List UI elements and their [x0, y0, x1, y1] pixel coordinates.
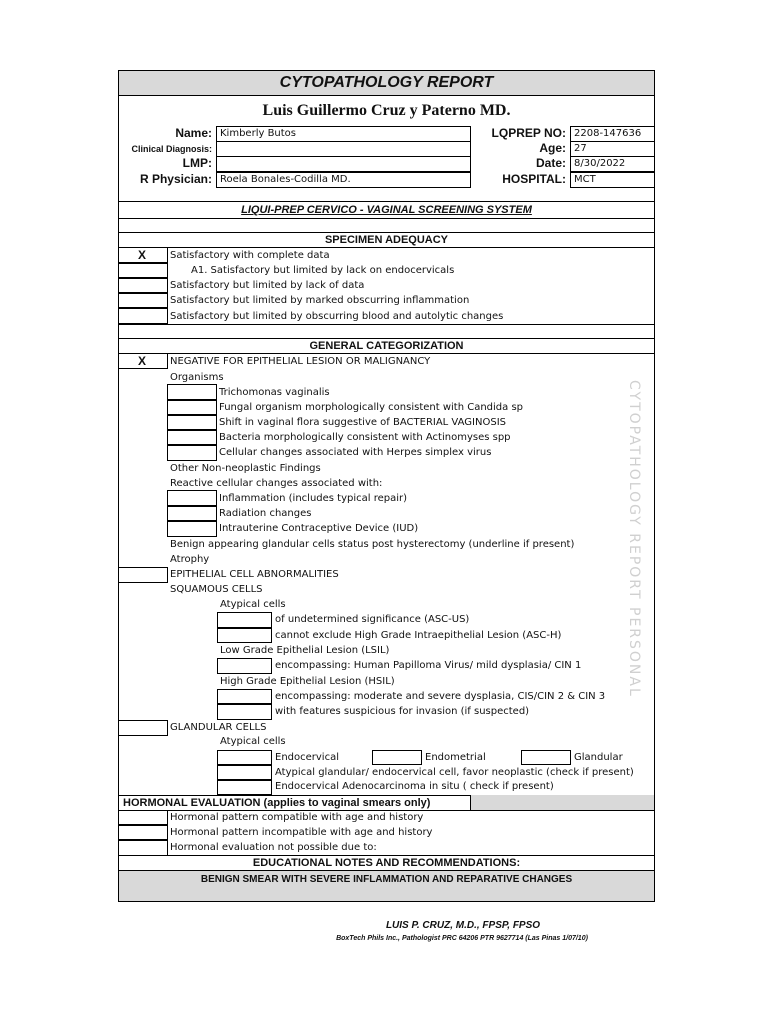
report-title: CYTOPATHOLOGY REPORT	[279, 74, 494, 91]
hsil-checkbox-1[interactable]	[217, 689, 272, 704]
lqprep-label: LQPREP NO:	[491, 126, 566, 140]
hormonal-item-3: Hormonal evaluation not possible due to:	[170, 842, 377, 853]
organism-checkbox-2[interactable]	[167, 400, 217, 415]
hsil-item-1: encompassing: moderate and severe dysplasia, CIS/CIN 2 & CIN 3	[275, 691, 606, 702]
adequacy-mark-1: X	[138, 248, 147, 262]
lsil-checkbox[interactable]	[217, 658, 272, 674]
system-title: LIQUI-PREP CERVICO - VAGINAL SCREENING SYSTEM	[241, 204, 532, 216]
organisms-label: Organisms	[170, 372, 224, 383]
organism-checkbox-5[interactable]	[167, 445, 217, 461]
glandular-checkbox[interactable]	[118, 720, 168, 736]
lsil-label: Low Grade Epithelial Lesion (LSIL)	[220, 645, 390, 656]
atypical-glandular-checkbox[interactable]	[217, 765, 272, 780]
adequacy-item-5: Satisfactory but limited by obscurring blood and autolytic changes	[170, 311, 504, 322]
signature-details: BoxTech Phils Inc., Pathologist PRC 64206 PTR 9627714 (Las Pinas 1/07/10)	[336, 935, 588, 942]
epithelial-label: EPITHELIAL CELL ABNORMALITIES	[170, 569, 339, 580]
organism-checkbox-3[interactable]	[167, 415, 217, 430]
watermark: CYTOPATHOLOGY REPORT PERSONAL	[626, 380, 642, 698]
reactive-item-3: Intrauterine Contraceptive Device (IUD)	[219, 523, 419, 534]
glandular-option: Glandular	[574, 752, 623, 763]
reactive-item-1: Inflammation (includes typical repair)	[219, 493, 408, 504]
clinical-diagnosis-field[interactable]	[216, 141, 471, 157]
lmp-field[interactable]	[216, 156, 471, 172]
epithelial-checkbox[interactable]	[118, 567, 168, 583]
reactive-label: Reactive cellular changes associated with:	[170, 478, 383, 489]
doctor-name: Luis Guillermo Cruz y Paterno MD.	[262, 102, 511, 119]
lqprep-field[interactable]: 2208-147636	[570, 126, 655, 142]
hormonal-checkbox-1[interactable]	[118, 810, 168, 825]
hormonal-checkbox-2[interactable]	[118, 825, 168, 840]
asc-h-item: cannot exclude High Grade Intraepithelial Lesion (ASC-H)	[275, 630, 562, 641]
organism-item-1: Trichomonas vaginalis	[219, 387, 330, 398]
physician-label: R Physician:	[139, 172, 212, 186]
age-label: Age:	[539, 141, 566, 155]
hospital-field[interactable]: MCT	[570, 172, 655, 188]
hormonal-item-2: Hormonal pattern incompatible with age and history	[170, 827, 433, 838]
organism-checkbox-1[interactable]	[167, 384, 217, 400]
reactive-item-2: Radiation changes	[219, 508, 312, 519]
hsil-checkbox-2[interactable]	[217, 704, 272, 720]
adequacy-item-4: Satisfactory but limited by marked obscurring inflammation	[170, 295, 470, 306]
name-label: Name:	[175, 126, 212, 140]
hormonal-checkbox-3[interactable]	[118, 840, 168, 856]
organism-item-2: Fungal organism morphologically consistent with Candida sp	[219, 402, 524, 413]
physician-field[interactable]: Roela Bonales-Codilla MD.	[216, 172, 471, 188]
atrophy-item: Atrophy	[170, 554, 210, 565]
atypical-cells-label: Atypical cells	[220, 599, 286, 610]
divider	[118, 353, 655, 354]
hormonal-title: HORMONAL EVALUATION (applies to vaginal smears only)	[123, 797, 431, 809]
divider	[118, 95, 655, 96]
negative-item: NEGATIVE FOR EPITHELIAL LESION OR MALIGNANCY	[170, 356, 431, 367]
adequacy-item-2: A1. Satisfactory but limited by lack on endocervicals	[191, 265, 455, 276]
endocervical-checkbox[interactable]	[217, 750, 272, 765]
adenocarcinoma-checkbox[interactable]	[217, 780, 272, 795]
general-categorization-title: GENERAL CATEGORIZATION	[309, 340, 464, 352]
reactive-checkbox-1[interactable]	[167, 490, 217, 506]
glandular-label: GLANDULAR CELLS	[170, 722, 267, 733]
organism-item-5: Cellular changes associated with Herpes simplex virus	[219, 447, 492, 458]
lmp-label: LMP:	[182, 156, 212, 170]
divider	[118, 218, 655, 219]
specimen-adequacy-title: SPECIMEN ADEQUACY	[324, 234, 449, 246]
organism-checkbox-4[interactable]	[167, 430, 217, 445]
divider	[118, 247, 655, 248]
divider	[118, 201, 655, 202]
clinical-diagnosis-label: Clinical Diagnosis:	[131, 144, 212, 154]
adequacy-checkbox-5[interactable]	[118, 308, 168, 324]
hsil-label: High Grade Epithelial Lesion (HSIL)	[220, 676, 395, 687]
benign-glandular-item: Benign appearing glandular cells status post hysterectomy (underline if present)	[170, 539, 575, 550]
reactive-checkbox-2[interactable]	[167, 506, 217, 521]
endometrial-option: Endometrial	[425, 752, 486, 763]
asc-us-checkbox[interactable]	[217, 612, 272, 628]
other-findings-label: Other Non-neoplastic Findings	[170, 463, 321, 474]
asc-us-item: of undetermined significance (ASC-US)	[275, 614, 470, 625]
adequacy-checkbox-4[interactable]	[118, 293, 168, 308]
organism-item-3: Shift in vaginal flora suggestive of BACTERIAL VAGINOSIS	[219, 417, 506, 428]
asc-h-checkbox[interactable]	[217, 628, 272, 643]
name-field[interactable]: Kimberly Butos	[216, 126, 471, 142]
age-field[interactable]: 27	[570, 141, 655, 157]
notes-title: EDUCATIONAL NOTES AND RECOMMENDATIONS:	[252, 857, 521, 869]
adequacy-checkbox-2[interactable]	[118, 263, 168, 278]
endometrial-checkbox[interactable]	[372, 750, 422, 765]
negative-mark: X	[138, 354, 147, 368]
squamous-label: SQUAMOUS CELLS	[170, 584, 263, 595]
hospital-label: HOSPITAL:	[502, 172, 566, 186]
date-field[interactable]: 8/30/2022	[570, 156, 655, 172]
adequacy-item-1: Satisfactory with complete data	[170, 250, 330, 261]
date-label: Date:	[535, 156, 566, 170]
adenocarcinoma-item: Endocervical Adenocarcinoma in situ ( check if present)	[275, 781, 554, 792]
endocervical-option: Endocervical	[275, 752, 339, 763]
reactive-checkbox-3[interactable]	[167, 521, 217, 537]
divider	[118, 324, 655, 325]
notes-text: BENIGN SMEAR WITH SEVERE INFLAMMATION AND REPARATIVE CHANGES	[200, 874, 573, 885]
hormonal-item-1: Hormonal pattern compatible with age and history	[170, 812, 424, 823]
adequacy-item-3: Satisfactory but limited by lack of data	[170, 280, 365, 291]
adequacy-checkbox-3[interactable]	[118, 278, 168, 293]
glandular-option-checkbox[interactable]	[521, 750, 571, 765]
signature-name: LUIS P. CRUZ, M.D., FPSP, FPSO	[385, 920, 541, 931]
hsil-item-2: with features suspicious for invasion (if suspected)	[275, 706, 530, 717]
lsil-item: encompassing: Human Papilloma Virus/ mild dysplasia/ CIN 1	[275, 660, 582, 671]
organism-item-4: Bacteria morphologically consistent with Actinomyses spp	[219, 432, 511, 443]
atypical-glandular-item: Atypical glandular/ endocervical cell, favor neoplastic (check if present)	[275, 767, 634, 778]
glandular-atypical-label: Atypical cells	[220, 736, 286, 747]
